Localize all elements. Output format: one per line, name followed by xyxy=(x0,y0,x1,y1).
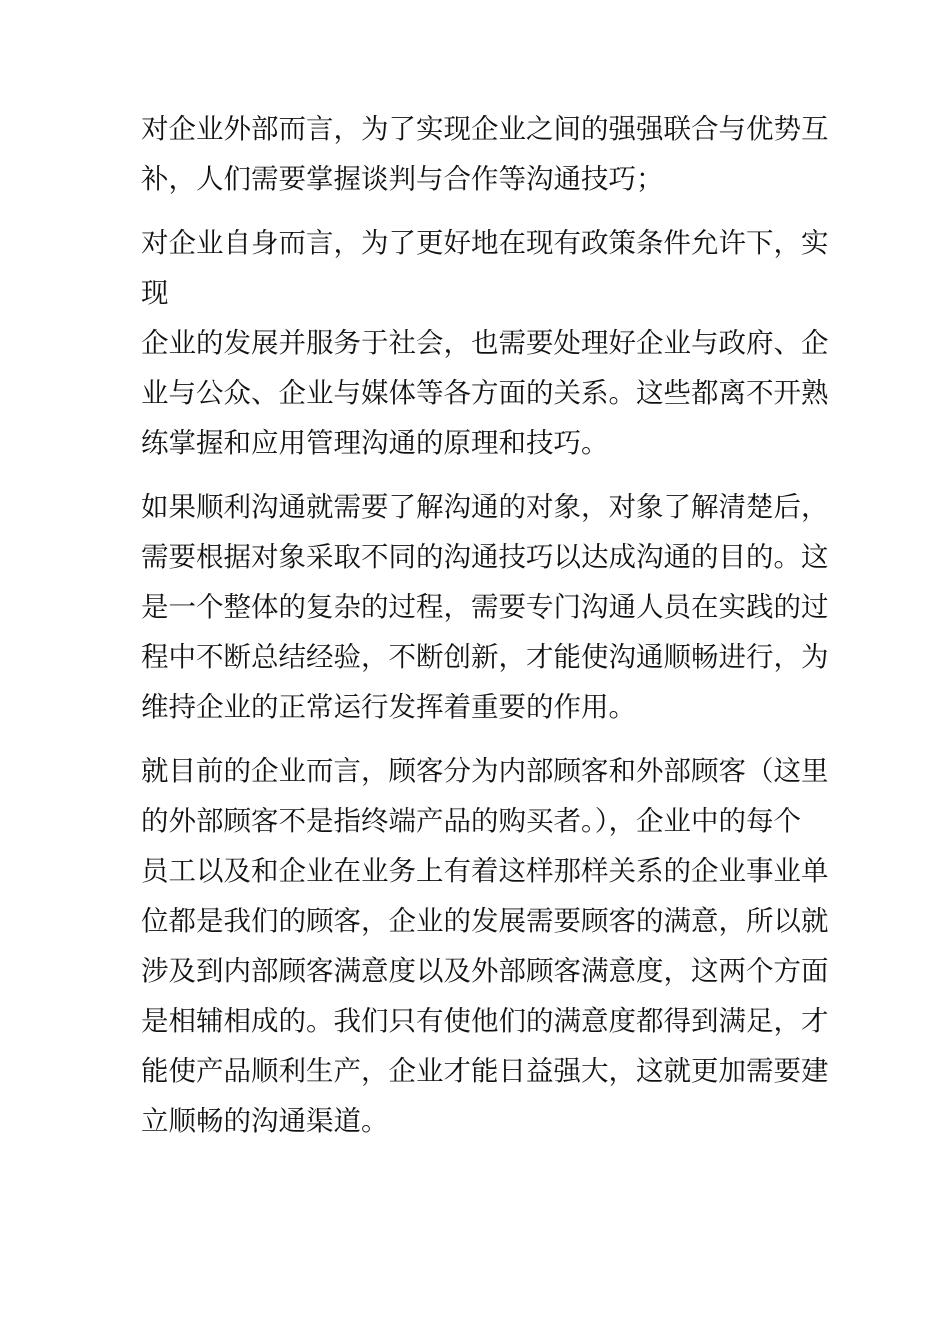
text-line: 能使产品顺利生产，企业才能日益强大，这就更加需要建 xyxy=(141,1055,829,1087)
text-line: 对企业自身而言，为了更好地在现有政策条件允许下，实 xyxy=(141,227,829,259)
document-body xyxy=(141,104,833,1160)
text-line: 企业的发展并服务于社会，也需要处理好企业与政府、企 xyxy=(141,327,829,359)
text-line: 员工以及和企业在业务上有着这样那样关系的企业事业单 xyxy=(141,855,829,887)
paragraph-4 xyxy=(141,746,833,1146)
text-line: 业与公众、企业与媒体等各方面的关系。这些都离不开熟 xyxy=(141,377,829,409)
text-line: 对企业外部而言，为了实现企业之间的强强联合与优势互 xyxy=(141,113,829,145)
text-line: 位都是我们的顾客，企业的发展需要顾客的满意，所以就 xyxy=(141,905,829,937)
text-line: 涉及到内部顾客满意度以及外部顾客满意度，这两个方面 xyxy=(141,955,829,987)
text-line: 练掌握和应用管理沟通的原理和技巧。 xyxy=(141,427,609,459)
paragraph-1 xyxy=(141,104,833,204)
text-line: 维持企业的正常运行发挥着重要的作用。 xyxy=(141,691,636,723)
paragraph-3 xyxy=(141,482,833,732)
text-line: 是相辅相成的。我们只有使他们的满意度都得到满足，才 xyxy=(141,1005,829,1037)
text-line: 补，人们需要掌握谈判与合作等沟通技巧； xyxy=(141,163,664,195)
text-line: 如果顺利沟通就需要了解沟通的对象，对象了解清楚后， xyxy=(141,491,829,523)
text-line: 是一个整体的复杂的过程，需要专门沟通人员在实践的过 xyxy=(141,591,829,623)
text-line: 立顺畅的沟通渠道。 xyxy=(141,1105,389,1137)
text-line: 需要根据对象采取不同的沟通技巧以达成沟通的目的。这 xyxy=(141,541,829,573)
text-line: 程中不断总结经验，不断创新，才能使沟通顺畅进行，为 xyxy=(141,641,829,673)
text-line: 的外部顾客不是指终端产品的购买者。），企业中的每个 xyxy=(141,805,801,837)
text-line: 现 xyxy=(141,277,169,309)
paragraph-2 xyxy=(141,218,833,468)
text-line: 就目前的企业而言，顾客分为内部顾客和外部顾客（这里 xyxy=(141,755,829,787)
